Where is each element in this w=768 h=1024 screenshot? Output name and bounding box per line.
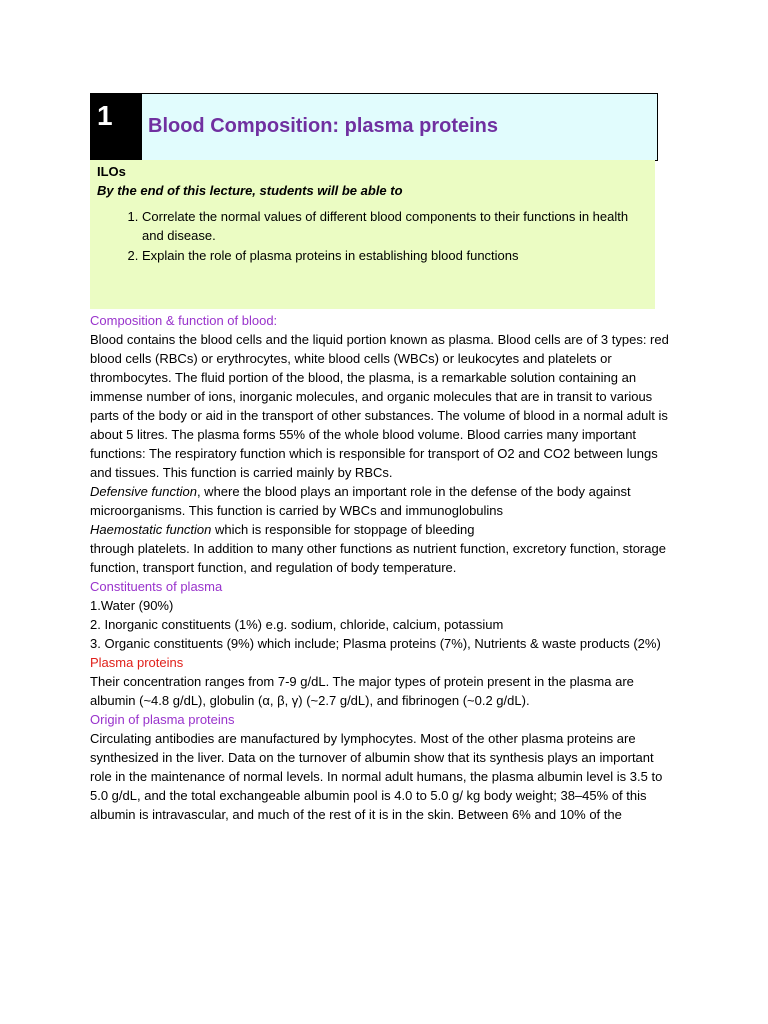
paragraph-haemostatic xyxy=(90,520,682,539)
haemostatic-text: which is responsible for stoppage of bleeding xyxy=(211,522,475,537)
document-body xyxy=(90,311,682,824)
paragraph-origin-line: albumin is intravascular, and much of the rest of it is in the skin. Between 6% and 10% of the xyxy=(90,807,622,822)
ilos-item: 2. Explain the role of plasma proteins in establishing blood functions xyxy=(142,246,642,265)
term-defensive: Defensive function xyxy=(90,484,197,499)
constituent-item: 3. Organic constituents (9%) which include; Plasma proteins (7%), Nutrients & waste products (2%) xyxy=(90,636,661,651)
paragraph-origin-line: Circulating antibodies are manufactured by lymphocytes. Most of the other plasma proteins are synthesized in the liver. Data on the turnover of albumin show that its synthesis plays an important xyxy=(90,731,654,765)
constituent-item: 2. Inorganic constituents (1%) e.g. sodium, chloride, calcium, potassium xyxy=(90,617,504,632)
paragraph-composition: Blood contains the blood cells and the liquid portion known as plasma. Blood cells are of 3 types: red blood cells (RBCs) or erythrocytes, white blood cells (WBCs) or leukocytes and platelets or thrombocytes. The fluid portion of the blood, the plasma, is a remarkable solution containing an immense number of ions, inorganic molecules, and organic molecules that are in transit to various parts of the body or aid in the transport of other substances. The volume of blood in a normal adult is about 5 litres. The plasma forms 55% of the whole blood volume. Blood carries many important functions: The respiratory function which is responsible for transport of O2 and CO2 between lungs and tissues. This function is carried mainly by RBCs. xyxy=(90,332,669,480)
section-heading-plasma-proteins: Plasma proteins xyxy=(90,655,184,670)
defensive-text: , where the blood plays an important role in the defense of the body against microorganisms. This function is carried by WBCs and immunoglobulins xyxy=(90,484,631,518)
ilos-heading: ILOs xyxy=(97,164,126,179)
constituent-item: 1.Water (90%) xyxy=(90,598,174,613)
lecture-number: 1 xyxy=(91,94,142,160)
ilos-item: 1. Correlate the normal values of different blood components to their functions in health and disease. xyxy=(142,207,642,245)
section-heading-composition: Composition & function of blood: xyxy=(90,313,278,328)
lecture-header xyxy=(90,93,658,161)
paragraph-origin-line: role in the maintenance of normal levels. In normal adult humans, the plasma albumin level is 3.5 to xyxy=(90,769,663,784)
section-heading-constituents: Constituents of plasma xyxy=(90,579,223,594)
paragraph-defensive xyxy=(90,482,682,520)
paragraph-haemostatic-cont: through platelets. In addition to many other functions as nutrient function, excretory function, storage function, transport function, and regulation of body temperature. xyxy=(90,541,666,575)
ilos-box xyxy=(90,160,655,309)
ilos-intro: By the end of this lecture, students will be able to xyxy=(97,183,403,198)
ilos-list xyxy=(118,207,642,265)
section-heading-origin: Origin of plasma proteins xyxy=(90,712,235,727)
paragraph-plasma-proteins: Their concentration ranges from 7-9 g/dL. The major types of protein present in the plasma are albumin (~4.8 g/dL), globulin (α, β, γ) (~2.7 g/dL), and fibrinogen (~0.2 g/dL). xyxy=(90,674,634,708)
lecture-title: Blood Composition: plasma proteins xyxy=(148,115,499,137)
paragraph-origin-line: 5.0 g/dL, and the total exchangeable albumin pool is 4.0 to 5.0 g/ kg body weight; 38–45% of this xyxy=(90,788,647,803)
term-haemostatic: Haemostatic function xyxy=(90,522,212,537)
